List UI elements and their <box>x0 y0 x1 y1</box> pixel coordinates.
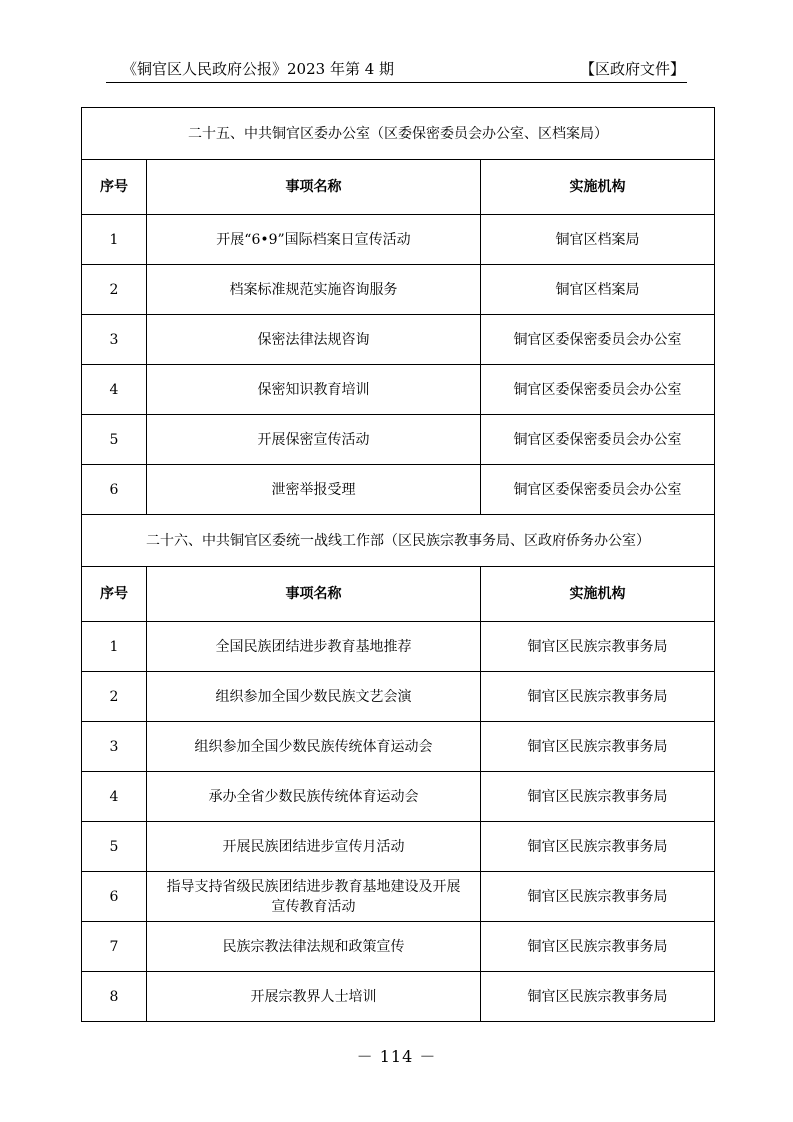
table-row <box>82 315 715 365</box>
section-title-row <box>82 515 715 567</box>
row-number: 2 <box>82 265 147 315</box>
column-header-item: 事项名称 <box>147 160 481 215</box>
row-agency: 铜官区民族宗教事务局 <box>481 672 715 722</box>
table-row <box>82 822 715 872</box>
row-agency: 铜官区委保密委员会办公室 <box>481 365 715 415</box>
row-number: 3 <box>82 315 147 365</box>
journal-title: 《铜官区人民政府公报》2023 年第 4 期 <box>122 60 395 78</box>
row-number: 1 <box>82 622 147 672</box>
row-number: 1 <box>82 215 147 265</box>
section-title: 二十六、中共铜官区委统一战线工作部（区民族宗教事务局、区政府侨务办公室） <box>82 515 715 567</box>
column-header-agency: 实施机构 <box>481 160 715 215</box>
table-row <box>82 215 715 265</box>
row-agency: 铜官区委保密委员会办公室 <box>481 465 715 515</box>
section-title: 二十五、中共铜官区委办公室（区委保密委员会办公室、区档案局） <box>82 108 715 160</box>
header-divider <box>106 82 687 83</box>
row-item: 开展民族团结进步宣传月活动 <box>147 822 481 872</box>
service-items-table <box>81 107 715 1022</box>
row-item: 承办全省少数民族传统体育运动会 <box>147 772 481 822</box>
table-row <box>82 265 715 315</box>
row-item: 开展保密宣传活动 <box>147 415 481 465</box>
row-item: 组织参加全国少数民族传统体育运动会 <box>147 722 481 772</box>
row-number: 5 <box>82 415 147 465</box>
section-title-row <box>82 108 715 160</box>
table-row <box>82 415 715 465</box>
row-agency: 铜官区委保密委员会办公室 <box>481 415 715 465</box>
table-row <box>82 622 715 672</box>
row-number: 6 <box>82 872 147 922</box>
row-item: 档案标准规范实施咨询服务 <box>147 265 481 315</box>
row-agency: 铜官区委保密委员会办公室 <box>481 315 715 365</box>
table-row <box>82 772 715 822</box>
row-number: 8 <box>82 972 147 1022</box>
row-item: 全国民族团结进步教育基地推荐 <box>147 622 481 672</box>
row-number: 2 <box>82 672 147 722</box>
row-agency: 铜官区民族宗教事务局 <box>481 972 715 1022</box>
row-agency: 铜官区档案局 <box>481 215 715 265</box>
table-row <box>82 972 715 1022</box>
row-number: 4 <box>82 365 147 415</box>
row-item: 开展“6•9”国际档案日宣传活动 <box>147 215 481 265</box>
row-item: 保密法律法规咨询 <box>147 315 481 365</box>
table-header-row <box>82 567 715 622</box>
table-row <box>82 872 715 922</box>
table-row <box>82 672 715 722</box>
row-agency: 铜官区民族宗教事务局 <box>481 872 715 922</box>
row-number: 6 <box>82 465 147 515</box>
table-row <box>82 365 715 415</box>
row-item: 民族宗教法律法规和政策宣传 <box>147 922 481 972</box>
column-header-agency: 实施机构 <box>481 567 715 622</box>
document-category: 【区政府文件】 <box>579 60 685 78</box>
page-number: － 114 － <box>356 1047 437 1066</box>
row-item: 指导支持省级民族团结进步教育基地建设及开展宣传教育活动 <box>147 872 481 922</box>
row-agency: 铜官区民族宗教事务局 <box>481 622 715 672</box>
row-agency: 铜官区民族宗教事务局 <box>481 822 715 872</box>
column-header-number: 序号 <box>82 567 147 622</box>
row-agency: 铜官区档案局 <box>481 265 715 315</box>
table-row <box>82 722 715 772</box>
row-number: 7 <box>82 922 147 972</box>
table-row <box>82 465 715 515</box>
row-agency: 铜官区民族宗教事务局 <box>481 772 715 822</box>
column-header-number: 序号 <box>82 160 147 215</box>
row-agency: 铜官区民族宗教事务局 <box>481 722 715 772</box>
row-item: 开展宗教界人士培训 <box>147 972 481 1022</box>
row-agency: 铜官区民族宗教事务局 <box>481 922 715 972</box>
row-item: 保密知识教育培训 <box>147 365 481 415</box>
row-item: 组织参加全国少数民族文艺会演 <box>147 672 481 722</box>
row-number: 3 <box>82 722 147 772</box>
row-number: 5 <box>82 822 147 872</box>
column-header-item: 事项名称 <box>147 567 481 622</box>
table-row <box>82 922 715 972</box>
row-number: 4 <box>82 772 147 822</box>
row-item: 泄密举报受理 <box>147 465 481 515</box>
page-header <box>122 54 685 80</box>
table-header-row <box>82 160 715 215</box>
